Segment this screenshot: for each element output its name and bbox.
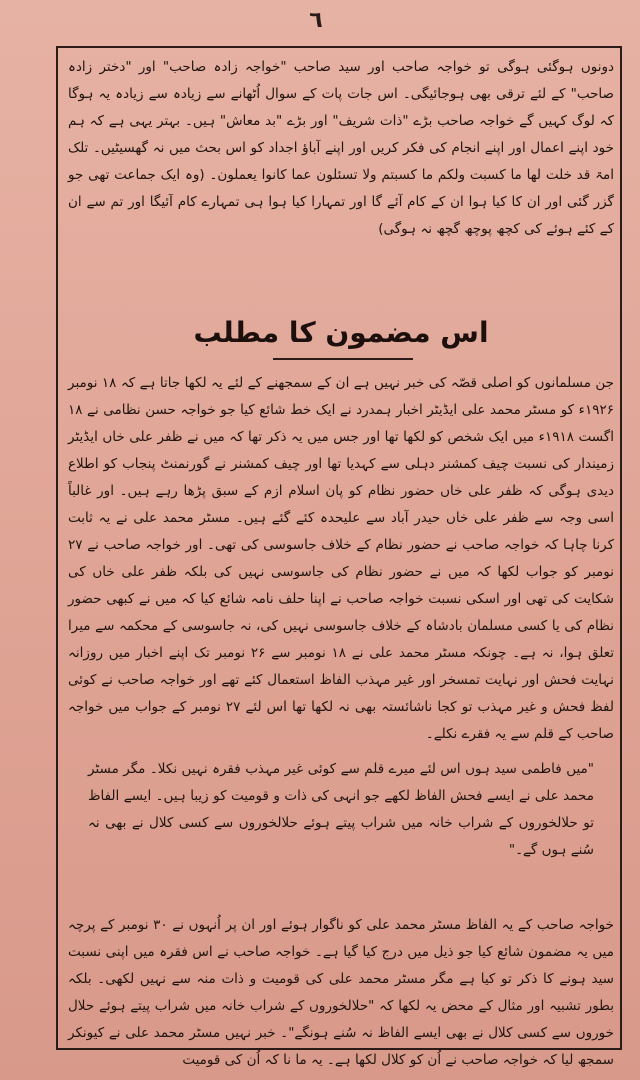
text-frame — [56, 46, 622, 1068]
heading-underline — [273, 358, 413, 360]
quoted-passage: "میں فاطمی سید ہوں اس لئے میرے قلم سے کوئی غیر مہذب فقرہ نہیں نکلا۔ مگر مسٹر محمد علی نے ایسے فحش الفاظ لکھے جو انہی کی ذات و قومیت کو زیبا ہیں۔ ایسے الفاظ تو حلالخوروں کے شراب خانہ میں شراب پیتے ہوئے حلالخوروں سے کسی کلال نے بھی نہ سُنے ہوں گے۔" — [88, 761, 594, 858]
closing-paragraph: خواجہ صاحب کے یہ الفاظ مسٹر محمد علی کو ناگوار ہوئے اور ان پر اُنہوں نے ۳۰ نومبر کے پرچہ میں یہ مضمون شائع کیا جو ذیل میں درج کیا گیا ہے۔ خواجہ صاحب نے اس فقرہ میں اپنی نسبت سید ہونے کا ذکر تو کیا ہے مگر مسٹر محمد علی کی قومیت و ذات منہ سے نہیں لکھی۔ بلکہ بطور تشبیہ اور مثال کے محض یہ لکھا کہ "حلالخوروں کے شراب خانہ میں شراب پیتے ہوئے حلال خوروں سے کسی کلال نے بھی ایسے الفاظ نہ سُنے ہونگے"۔ خبر نہیں مسٹر محمد علی نے کیونکر سمجھ لیا کہ خواجہ صاحب نے اُن کو کلال لکھا ہے۔ یہ ما نا کہ اُن کی قومیت — [68, 917, 614, 1068]
section-heading: اس مضمون کا مطلب — [193, 316, 489, 349]
page-number: ٦ — [309, 8, 323, 33]
intro-paragraph: دونوں ہوگئی ہوگی تو خواجہ صاحب اور سید صاحب "خواجہ زادہ صاحب" اور "دختر زادہ صاحب" کے لئے ترقی بھی ہوجائیگی۔ اس جات پات کے سوال اُٹھانے سے زیادہ سے زیادہ یہ ہوگا کہ لوگ کہیں گے خواجہ صاحب بڑے "ذات شریف" اور بڑے "بد معاش" ہیں۔ بہتر یہی ہے کہ ہم خود اپنے اعمال اور اپنے انجام کی فکر کریں اور اپنے آباؤ اجداد کو اس بحث میں نہ گھسیٹیں۔ تلک امۃ قد خلت لھا ما کسبت ولکم ما کسبتم ولا تسئلون عما کانوا یعملون۔ (وہ ایک جماعت تھی جو گزر گئی اور ان کا کیا ہوا ان کے کام آئے گا اور تمہارا کیا ہوا ہی تمہارے کام آئیگا اور تم سے ان کے کئے ہوئے کی کچھ پوچھ گچھ نہ ہوگی) — [68, 59, 614, 237]
body-paragraph: جن مسلمانوں کو اصلی قصّہ کی خبر نہیں ہے ان کے سمجھنے کے لئے یہ لکھا جاتا ہے کہ ۱۸ نومبر ۱۹۲۶ء کو مسٹر محمد علی ایڈیٹر اخبار ہمدرد نے ایک خط شائع کیا جو خواجہ حسن نظامی نے ۱۸ اگست ۱۹۱۸ء میں ایک شخص کو لکھا تھا اور جس میں یہ ذکر تھا کہ میں نے ظفر علی خاں ایڈیٹر زمیندار کی نسبت چیف کمشنر دہلی سے کہدیا تھا اور چیف کمشنر نے گورنمنٹ پنجاب کو اطلاع دیدی ہوگی کہ ظفر علی خاں حضور نظام کو پان اسلام ازم کے سبق پڑھا رہے ہیں۔ اور غالباً اسی وجہ سے ظفر علی خاں حیدر آباد سے علیحدہ کئے گئے ہیں۔ مسٹر محمد علی نے یہ ثابت کرنا چاہا کہ خواجہ صاحب نے حضور نظام کے خلاف جاسوسی کی تھی۔ اور خواجہ صاحب نے ۲۷ نومبر کو جواب لکھا کہ میں نے حضور نظام کی جاسوسی نہیں کی بلکہ ظفر علی خاں کی شکایت کی تھی اور اسکی نسبت خواجہ صاحب نے اپنا حلف نامہ شائع کیا کہ میں نے کبھی حضور نظام کی یا کسی مسلمان بادشاہ کے خلاف جاسوسی نہیں کی، نہ جاسوسی کے محکمہ سے میرا تعلق ہوا، نہ ہے۔ چونکہ مسٹر محمد علی نے ۱۸ نومبر سے ۲۶ نومبر تک اپنے اخبار میں روزانہ نہایت فحش اور نہایت تمسخر اور غیر مہذب الفاظ استعمال کئے تھے اور خواجہ صاحب نے کوئی لفظ فحش و غیر مہذب تو کجا ناشائستہ بھی نہ لکھا تھا اس لئے ۲۷ نومبر کے جواب میں خواجہ صاحب کے قلم سے یہ فقرے نکلے۔ — [68, 375, 614, 742]
